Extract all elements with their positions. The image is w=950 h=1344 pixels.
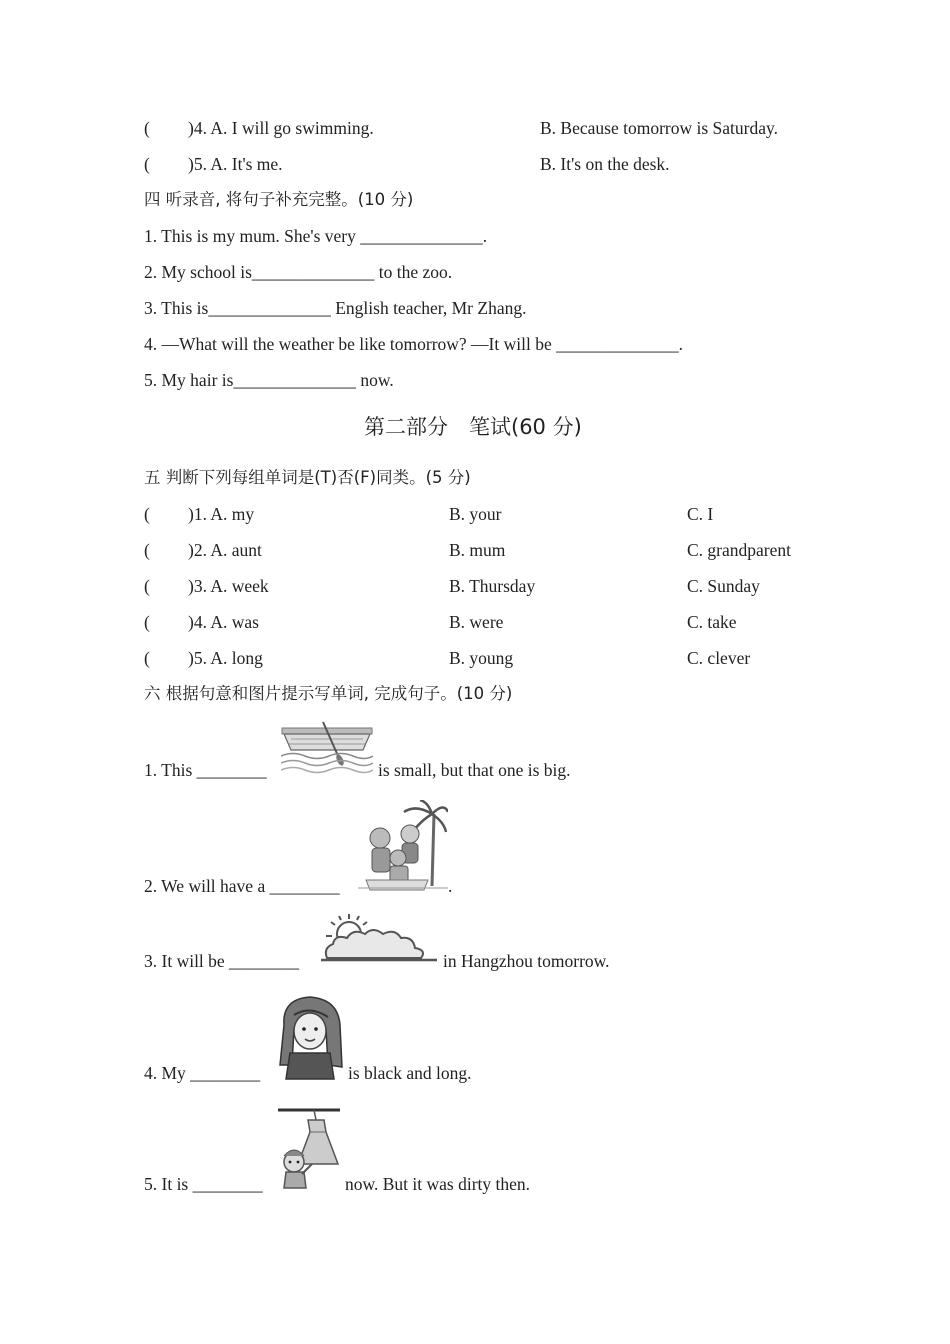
s3-q5-option-b: B. It's on the desk. <box>540 154 670 174</box>
s4-item-3: 3. This is______________ English teacher, Mr Zhang. <box>144 298 527 318</box>
s4-item-2: 2. My school is______________ to the zoo. <box>144 262 453 282</box>
s5-row5-paren: ( <box>144 648 150 668</box>
section5-heading: 五 判断下列每组单词是(T)否(F)同类。(5 分) <box>144 468 471 487</box>
long-hair-girl-icon <box>276 995 346 1081</box>
s4-item-5: 5. My hair is______________ now. <box>144 370 394 390</box>
s6-item3-before: 3. It will be ________ <box>144 951 300 971</box>
s6-item4-before: 4. My ________ <box>144 1063 261 1083</box>
s6-item2-after: . <box>448 876 453 896</box>
part2-title: 第二部分 笔试(60 分) <box>364 415 582 439</box>
s5-row3-c: C. Sunday <box>687 576 760 596</box>
s3-q4-paren: ( <box>144 118 150 138</box>
s5-row4-b: B. were <box>449 612 504 632</box>
section4-heading: 四 听录音, 将句子补充完整。(10 分) <box>144 190 414 209</box>
picnic-icon <box>358 800 448 894</box>
s6-item2-before: 2. We will have a ________ <box>144 876 340 896</box>
s4-item-4: 4. —What will the weather be like tomorrow? —It will be ______________. <box>144 334 683 354</box>
s5-row5-a: )5. A. long <box>188 648 263 668</box>
s5-row4-a: )4. A. was <box>188 612 259 632</box>
s5-row1-b: B. your <box>449 504 502 524</box>
s5-row2-c: C. grandparent <box>687 540 791 560</box>
s5-row4-c: C. take <box>687 612 737 632</box>
s6-item5-after: now. But it was dirty then. <box>345 1174 531 1194</box>
s5-row3-a: )3. A. week <box>188 576 269 596</box>
s5-row2-paren: ( <box>144 540 150 560</box>
s6-item1-after: is small, but that one is big. <box>378 760 571 780</box>
boat-icon <box>281 720 373 776</box>
s5-row3-paren: ( <box>144 576 150 596</box>
s5-row1-paren: ( <box>144 504 150 524</box>
s3-q4-option-b: B. Because tomorrow is Saturday. <box>540 118 778 138</box>
s5-row2-b: B. mum <box>449 540 506 560</box>
s5-row3-b: B. Thursday <box>449 576 536 596</box>
s6-item1-before: 1. This ________ <box>144 760 267 780</box>
s5-row1-c: C. I <box>687 504 714 524</box>
s6-item3-after: in Hangzhou tomorrow. <box>443 951 610 971</box>
sun-cloud-icon <box>321 912 437 968</box>
s4-item-1: 1. This is my mum. She's very ______________. <box>144 226 488 246</box>
s3-q4-option-a: )4. A. I will go swimming. <box>188 118 374 138</box>
s6-item5-before: 5. It is ________ <box>144 1174 263 1194</box>
section6-heading: 六 根据句意和图片提示写单词, 完成句子。(10 分) <box>144 684 513 703</box>
s5-row5-b: B. young <box>449 648 514 668</box>
s3-q5-paren: ( <box>144 154 150 174</box>
s5-row1-a: )1. A. my <box>188 504 255 524</box>
clean-dress-icon <box>276 1106 342 1192</box>
s5-row4-paren: ( <box>144 612 150 632</box>
s3-q5-option-a: )5. A. It's me. <box>188 154 283 174</box>
s5-row5-c: C. clever <box>687 648 751 668</box>
s6-item4-after: is black and long. <box>348 1063 472 1083</box>
s5-row2-a: )2. A. aunt <box>188 540 262 560</box>
